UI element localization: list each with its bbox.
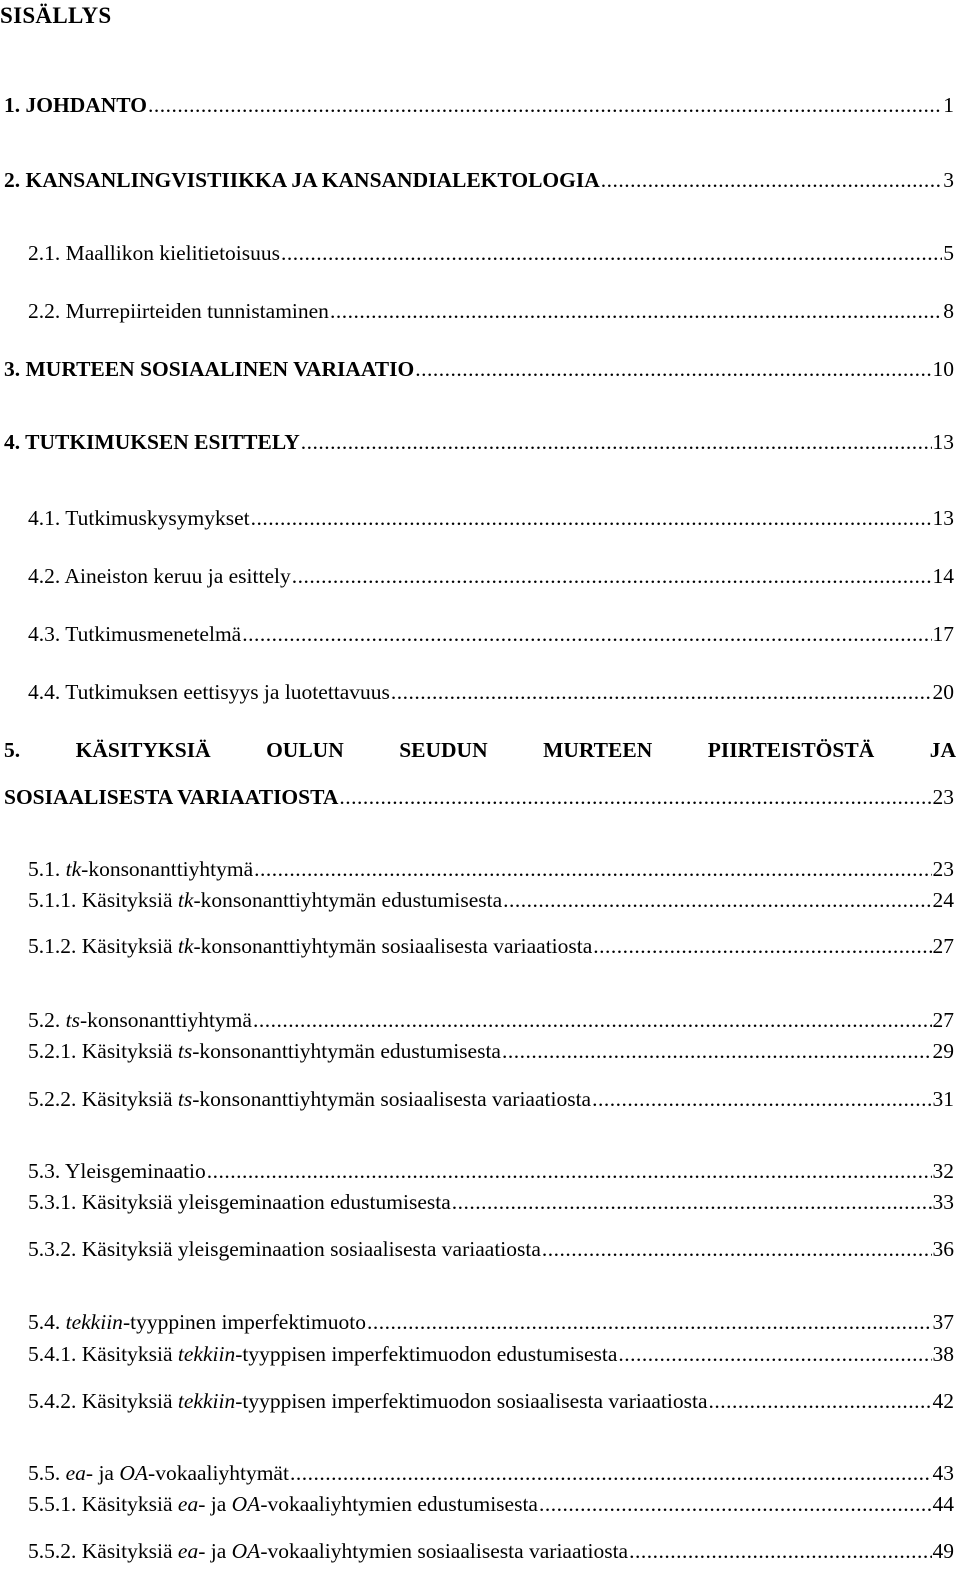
- toc-leader-dots: [502, 1036, 932, 1066]
- toc-entry-page: 13: [932, 506, 954, 530]
- toc-entry[interactable]: [28, 238, 954, 268]
- toc-entry[interactable]: [4, 427, 954, 457]
- toc-entry[interactable]: [28, 1005, 954, 1035]
- toc-word: KÄSITYKSIÄ: [75, 738, 211, 762]
- toc-entry-label: 5.1.1. Käsityksiä tk-konsonanttiyhtymän edustumisesta: [28, 888, 503, 912]
- toc-entry-page: 37: [932, 1310, 954, 1334]
- toc-leader-dots: [709, 1386, 932, 1416]
- toc-leader-dots: [601, 165, 942, 195]
- toc-entry[interactable]: [28, 1307, 954, 1337]
- toc-entry-page: 38: [932, 1342, 954, 1366]
- toc-entry-label: 2.2. Murrepiirteiden tunnistaminen: [28, 299, 329, 323]
- toc-leader-dots: [281, 238, 942, 268]
- toc-leader-dots: [301, 427, 932, 457]
- toc-entry-label: 5.3. Yleisgeminaatio: [28, 1159, 206, 1183]
- toc-entry[interactable]: [28, 677, 954, 707]
- toc-entry-label: 5.1.2. Käsityksiä tk-konsonanttiyhtymän sosiaalisesta variaatiosta: [28, 934, 593, 958]
- toc-leader-dots: [539, 1489, 932, 1519]
- toc-entry[interactable]: [4, 90, 954, 120]
- toc-entry[interactable]: [28, 1386, 954, 1416]
- toc-entry-label: 5.2.1. Käsityksiä ts-konsonanttiyhtymän edustumisesta: [28, 1039, 501, 1063]
- toc-entry-label: 5.4.1. Käsityksiä tekkiin-tyyppisen imperfektimuodon edustumisesta: [28, 1342, 618, 1366]
- toc-entry-page: 24: [932, 888, 954, 912]
- toc-entry[interactable]: [28, 1536, 954, 1566]
- toc-entry-label: 4.2. Aineiston keruu ja esittely: [28, 564, 291, 588]
- toc-entry[interactable]: [28, 885, 954, 915]
- toc-leader-dots: [542, 1234, 932, 1264]
- toc-entry[interactable]: [4, 782, 954, 812]
- toc-entry-page: 27: [932, 934, 954, 958]
- toc-entry-label: 4.4. Tutkimuksen eettisyys ja luotettavuus: [28, 680, 390, 704]
- toc-entry[interactable]: [28, 1489, 954, 1519]
- toc-entry-label: 4. TUTKIMUKSEN ESITTELY: [4, 430, 300, 454]
- toc-entry[interactable]: [4, 165, 954, 195]
- toc-leader-dots: [618, 1339, 931, 1369]
- toc-entry[interactable]: [28, 1187, 954, 1217]
- toc-entry-label: 5.3.2. Käsityksiä yleisgeminaation sosiaalisesta variaatiosta: [28, 1237, 541, 1261]
- toc-entry-label: 5.4.2. Käsityksiä tekkiin-tyyppisen imperfektimuodon sosiaalisesta variaatiosta: [28, 1389, 708, 1413]
- toc-entry-page: 14: [932, 564, 954, 588]
- toc-entry-page: 43: [932, 1461, 954, 1485]
- toc-entry-page: 36: [932, 1237, 954, 1261]
- toc-entry-label: 5.5. ea- ja OA-vokaaliyhtymät: [28, 1461, 289, 1485]
- toc-entry[interactable]: [28, 1156, 954, 1186]
- toc-entry[interactable]: [28, 1339, 954, 1369]
- toc-leader-dots: [251, 503, 932, 533]
- toc-leader-dots: [592, 1084, 931, 1114]
- toc-entry-page: 49: [932, 1539, 954, 1563]
- toc-entry-page: 5: [943, 241, 954, 265]
- toc-entry-page: 31: [932, 1087, 954, 1111]
- toc-entry-page: 10: [932, 357, 954, 381]
- toc-entry[interactable]: [28, 854, 954, 884]
- toc-entry-page: 29: [932, 1039, 954, 1063]
- toc-entry-page: 13: [932, 430, 954, 454]
- toc-entry[interactable]: [28, 503, 954, 533]
- toc-entry-label: SOSIAALISESTA VARIAATIOSTA: [4, 785, 339, 809]
- toc-entry-label: 5.5.2. Käsityksiä ea- ja OA-vokaaliyhtymien sosiaalisesta variaatiosta: [28, 1539, 629, 1563]
- toc-word: OULUN: [266, 738, 344, 762]
- toc-leader-dots: [242, 619, 931, 649]
- toc-word: SEUDUN: [399, 738, 488, 762]
- toc-leader-dots: [292, 561, 932, 591]
- toc-entry-page: 32: [932, 1159, 954, 1183]
- toc-entry-label: 5.5.1. Käsityksiä ea- ja OA-vokaaliyhtymien edustumisesta: [28, 1492, 538, 1516]
- toc-entry-page: 17: [932, 622, 954, 646]
- toc-leader-dots: [290, 1458, 932, 1488]
- toc-entry-page: 8: [943, 299, 954, 323]
- toc-leader-dots: [629, 1536, 931, 1566]
- toc-entry[interactable]: [28, 931, 954, 961]
- toc-entry-label: 5.2.2. Käsityksiä ts-konsonanttiyhtymän sosiaalisesta variaatiosta: [28, 1087, 592, 1111]
- toc-entry[interactable]: [28, 1036, 954, 1066]
- toc-entry-page: 1: [943, 93, 954, 117]
- toc-word: PIIRTEISTÖSTÄ: [707, 738, 875, 762]
- toc-entry-page: 33: [932, 1190, 954, 1214]
- toc-entry-page: 27: [932, 1008, 954, 1032]
- toc-entry[interactable]: [28, 1458, 954, 1488]
- toc-leader-dots: [253, 1005, 932, 1035]
- toc-entry-page: 23: [932, 785, 954, 809]
- toc-entry-page: 20: [932, 680, 954, 704]
- toc-entry-page: 42: [932, 1389, 954, 1413]
- toc-entry-label: 4.1. Tutkimuskysymykset: [28, 506, 250, 530]
- toc-entry-label: 5.4. tekkiin-tyyppinen imperfektimuoto: [28, 1310, 366, 1334]
- toc-word: 5.: [4, 738, 21, 762]
- toc-leader-dots: [391, 677, 932, 707]
- toc-entry-label: 4.3. Tutkimusmenetelmä: [28, 622, 242, 646]
- toc-leader-dots: [367, 1307, 932, 1337]
- toc-heading: SISÄLLYS: [0, 3, 112, 28]
- toc-entry[interactable]: [28, 296, 954, 326]
- toc-entry-label: 5.1. tk-konsonanttiyhtymä: [28, 857, 254, 881]
- toc-entry[interactable]: [4, 354, 954, 384]
- toc-leader-dots: [452, 1187, 932, 1217]
- toc-word: JA: [929, 738, 956, 762]
- toc-entry-label: 5.3.1. Käsityksiä yleisgeminaation edustumisesta: [28, 1190, 451, 1214]
- toc-entry-page: 44: [932, 1492, 954, 1516]
- toc-leader-dots: [207, 1156, 932, 1186]
- toc-entry-page: 23: [932, 857, 954, 881]
- toc-leader-dots: [503, 885, 931, 915]
- toc-word: MURTEEN: [543, 738, 653, 762]
- toc-entry[interactable]: [28, 1084, 954, 1114]
- toc-entry-label: 5.2. ts-konsonanttiyhtymä: [28, 1008, 252, 1032]
- toc-entry[interactable]: [28, 619, 954, 649]
- toc-entry-wrapped-first-line[interactable]: [4, 735, 956, 765]
- toc-entry-label: 2.1. Maallikon kielitietoisuus: [28, 241, 281, 265]
- toc-entry-label: 1. JOHDANTO: [4, 93, 147, 117]
- toc-entry[interactable]: [28, 1234, 954, 1264]
- toc-leader-dots: [415, 354, 931, 384]
- toc-leader-dots: [339, 782, 931, 812]
- toc-leader-dots: [593, 931, 931, 961]
- toc-leader-dots: [330, 296, 942, 326]
- toc-leader-dots: [148, 90, 942, 120]
- toc-entry-label: 2. KANSANLINGVISTIIKKA JA KANSANDIALEKTOLOGIA: [4, 168, 600, 192]
- toc-entry-label: 3. MURTEEN SOSIAALINEN VARIAATIO: [4, 357, 415, 381]
- toc-leader-dots: [254, 854, 931, 884]
- toc-entry-page: 3: [943, 168, 954, 192]
- toc-entry[interactable]: [28, 561, 954, 591]
